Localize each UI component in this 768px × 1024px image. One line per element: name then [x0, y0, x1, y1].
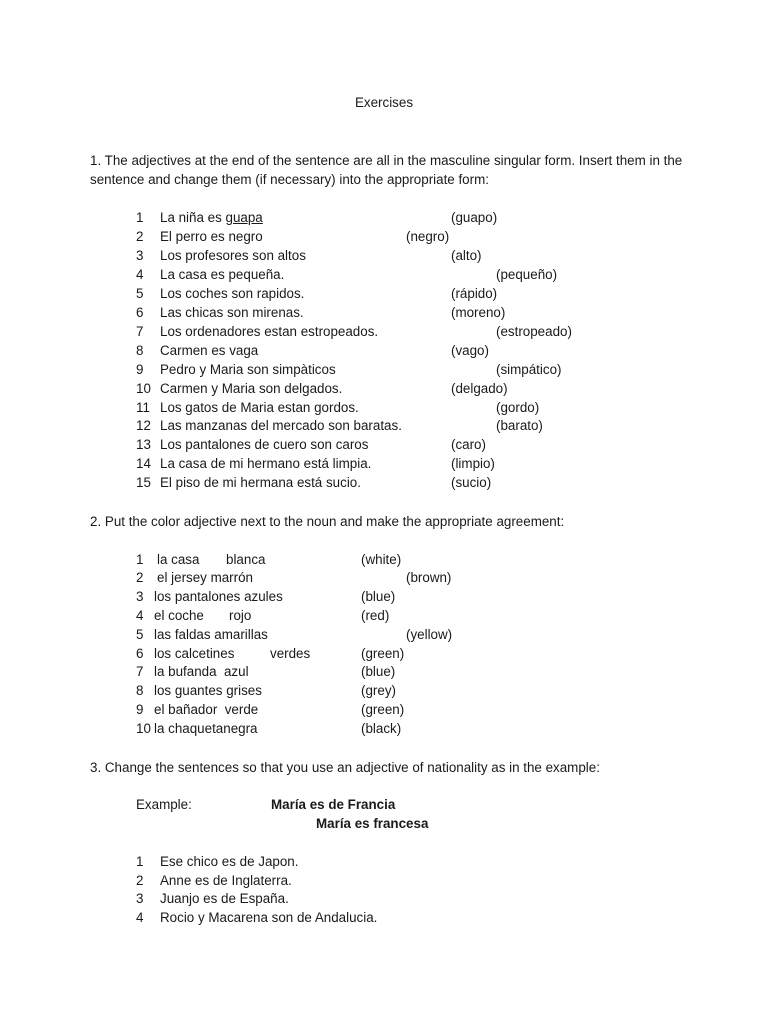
- list-item-sentence: La casa es pequeña.: [160, 267, 285, 282]
- list-item-hint: (estropeado): [496, 324, 572, 339]
- list-item-number: 3: [136, 891, 144, 906]
- list-item-noun: el bañador verde: [154, 702, 259, 717]
- list-item-adjective: blanca: [226, 552, 266, 567]
- list-item-hint: (blue): [361, 589, 396, 604]
- list-item-sentence: Ese chico es de Japon.: [160, 854, 299, 869]
- sentence-text: La niña es: [160, 210, 226, 225]
- list-item-sentence: Juanjo es de España.: [160, 891, 289, 906]
- list-item-hint: (blue): [361, 664, 396, 679]
- list-item-noun: los guantes grises: [154, 683, 262, 698]
- list-item-sentence: Las chicas son mirenas.: [160, 305, 304, 320]
- list-item-number: 10: [136, 381, 151, 396]
- list-item-sentence: La casa de mi hermano está limpia.: [160, 456, 372, 471]
- list-item-number: 5: [136, 627, 144, 642]
- list-item-hint: (red): [361, 608, 390, 623]
- list-item-hint: (barato): [496, 418, 543, 433]
- list-item-sentence: Los coches son rapidos.: [160, 286, 305, 301]
- list-item-noun: la casa: [157, 552, 200, 567]
- list-item-hint: (guapo): [451, 210, 498, 225]
- list-item-number: 11: [136, 400, 150, 415]
- section2-instruction: 2. Put the color adjective next to the noun and make the appropriate agreement:: [90, 514, 565, 529]
- list-item-number: 1: [136, 552, 144, 567]
- list-item-number: 2: [136, 229, 144, 244]
- list-item-sentence: Las manzanas del mercado son baratas.: [160, 418, 402, 433]
- list-item-noun: la chaquetanegra: [154, 721, 258, 736]
- list-item-sentence: Carmen y Maria son delgados.: [160, 381, 343, 396]
- list-item-sentence: Rocio y Macarena son de Andalucia.: [160, 910, 378, 925]
- list-item-number: 6: [136, 305, 144, 320]
- list-item-number: 9: [136, 362, 144, 377]
- list-item-number: 10: [136, 721, 151, 736]
- list-item-noun: la bufanda azul: [154, 664, 249, 679]
- list-item-noun: los calcetines: [154, 646, 235, 661]
- list-item-hint: (vago): [451, 343, 489, 358]
- list-item-noun: el coche: [154, 608, 204, 623]
- example-line-1: María es de Francia: [271, 797, 396, 812]
- list-item-number: 7: [136, 664, 144, 679]
- section1-instruction: 1. The adjectives at the end of the sentence are all in the masculine singular form. Insert them in the sentence and change them (if necessary) into the appropriate form:: [90, 153, 683, 187]
- list-item-hint: (moreno): [451, 305, 506, 320]
- list-item-hint: (black): [361, 721, 402, 736]
- list-item-sentence: [160, 209, 263, 226]
- list-item-number: 15: [136, 475, 151, 490]
- list-item-noun: las faldas amarillas: [154, 627, 268, 642]
- list-item-hint: (gordo): [496, 400, 540, 415]
- list-item-number: 8: [136, 343, 144, 358]
- list-item-number: 14: [136, 456, 151, 471]
- list-item-sentence: Anne es de Inglaterra.: [160, 873, 292, 888]
- list-item-sentence: Los gatos de Maria estan gordos.: [160, 400, 359, 415]
- list-item-number: 1: [136, 854, 144, 869]
- list-item-hint: (pequeño): [496, 267, 558, 282]
- list-item-hint: (caro): [451, 437, 486, 452]
- underlined-answer: guapa: [225, 210, 263, 225]
- list-item-sentence: El piso de mi hermana está sucio.: [160, 475, 361, 490]
- list-item-number: 1: [136, 210, 144, 225]
- list-item-number: 6: [136, 646, 144, 661]
- list-item-hint: (rápido): [451, 286, 498, 301]
- list-item-sentence: Los pantalones de cuero son caros: [160, 437, 369, 452]
- example-label: Example:: [136, 797, 192, 812]
- list-item-number: 2: [136, 873, 144, 888]
- list-item-number: 4: [136, 267, 144, 282]
- list-item-number: 2: [136, 570, 144, 585]
- list-item-hint: (sucio): [451, 475, 492, 490]
- list-item-hint: (brown): [406, 570, 452, 585]
- list-item-hint: (alto): [451, 248, 482, 263]
- list-item-hint: (limpio): [451, 456, 495, 471]
- list-item-number: 4: [136, 910, 144, 925]
- list-item-number: 5: [136, 286, 144, 301]
- list-item-sentence: Carmen es vaga: [160, 343, 259, 358]
- list-item-hint: (negro): [406, 229, 450, 244]
- list-item-number: 4: [136, 608, 144, 623]
- list-item-number: 7: [136, 324, 144, 339]
- list-item-sentence: Los ordenadores estan estropeados.: [160, 324, 379, 339]
- list-item-sentence: Pedro y Maria son simpàticos: [160, 362, 336, 377]
- list-item-number: 12: [136, 418, 151, 433]
- list-item-number: 9: [136, 702, 144, 717]
- list-item-number: 3: [136, 589, 144, 604]
- list-item-sentence: Los profesores son altos: [160, 248, 306, 263]
- list-item-number: 8: [136, 683, 144, 698]
- list-item-hint: (green): [361, 702, 405, 717]
- list-item-number: 3: [136, 248, 144, 263]
- list-item-hint: (delgado): [451, 381, 508, 396]
- list-item-adjective: verdes: [270, 646, 311, 661]
- section3-instruction: 3. Change the sentences so that you use an adjective of nationality as in the example:: [90, 760, 600, 775]
- list-item-sentence: El perro es negro: [160, 229, 263, 244]
- list-item-noun: los pantalones azules: [154, 589, 283, 604]
- list-item-hint: (yellow): [406, 627, 453, 642]
- list-item-noun: el jersey marrón: [157, 570, 253, 585]
- list-item-adjective: rojo: [229, 608, 252, 623]
- page-title: Exercises: [354, 95, 414, 110]
- list-item-hint: (white): [361, 552, 402, 567]
- list-item-hint: (simpático): [496, 362, 562, 377]
- example-line-2: María es francesa: [316, 816, 429, 831]
- list-item-hint: (grey): [361, 683, 396, 698]
- list-item-hint: (green): [361, 646, 405, 661]
- list-item-number: 13: [136, 437, 151, 452]
